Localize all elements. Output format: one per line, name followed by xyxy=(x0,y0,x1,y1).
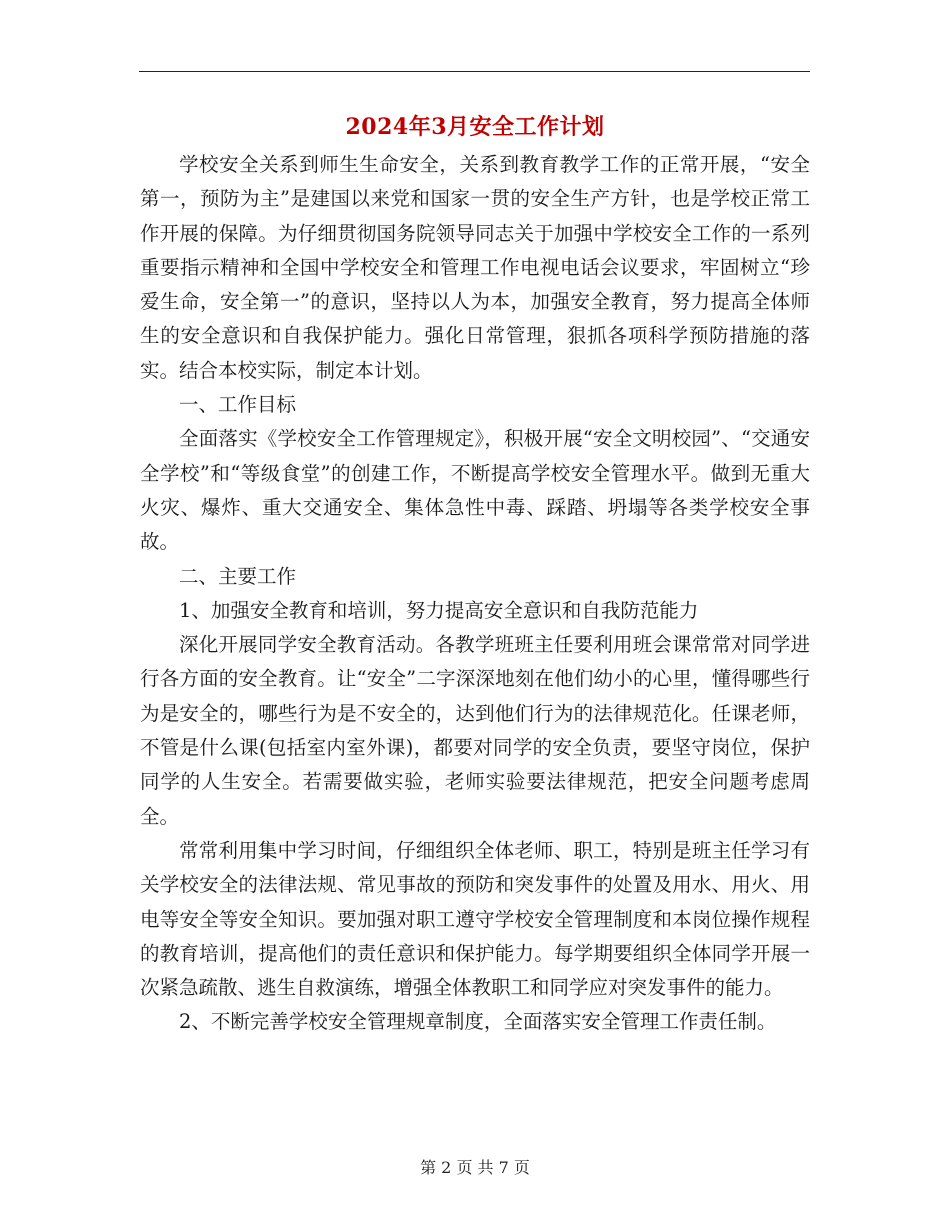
header-rule xyxy=(139,71,810,72)
heading-main-work: 二、主要工作 xyxy=(179,564,297,588)
subheading-safety-education: 1、加强安全教育和培训，努力提高安全意识和自我防范能力 xyxy=(179,598,699,622)
heading-work-goals: 一、工作目标 xyxy=(179,393,297,417)
document-body xyxy=(140,148,810,1040)
paragraph-staff-training: 常常利用集中学习时间，仔细组织全体老师、职工，特别是班主任学习有关学校安全的法律法规、常见事故的预防和突发事件的处置及用水、用火、用电等安全等安全知识。要加强对职工遵守学校安全管理制度和本岗位操作规程的教育培训，提高他们的责任意识和保护能力。每学期要组织全体同学开展一次紧急疏散、逃生自救演练，增强全体教职工和同学应对突发事件的能力。 xyxy=(140,838,810,1000)
paragraph-work-goals: 全面落实《学校安全工作管理规定》，积极开展“安全文明校园”、“交通安全学校”和“等级食堂”的创建工作，不断提高学校安全管理水平。做到无重大火灾、爆炸、重大交通安全、集体急性中毒、踩踏、坍塌等各类学校安全事故。 xyxy=(140,427,810,554)
page-number: 第 2 页 共 7 页 xyxy=(420,1158,530,1177)
paragraph-intro: 学校安全关系到师生生命安全，关系到教育教学工作的正常开展，“安全第一，预防为主”是建国以来党和国家一贯的安全生产方针，也是学校正常工作开展的保障。为仔细贯彻国务院领导同志关于加强中学校安全工作的一系列重要指示精神和全国中学校安全和管理工作电视电话会议要求，牢固树立“珍爱生命，安全第一”的意识，坚持以人为本，加强安全教育，努力提高全体师生的安全意识和自我保护能力。强化日常管理，狠抓各项科学预防措施的落实。结合本校实际，制定本计划。 xyxy=(140,153,810,382)
document-title: 2024年3月安全工作计划 xyxy=(345,114,605,140)
paragraph-student-education: 深化开展同学安全教育活动。各教学班班主任要利用班会课常常对同学进行各方面的安全教育。让“安全”二字深深地刻在他们幼小的心里，懂得哪些行为是安全的，哪些行为是不安全的，达到他们行为的法律规范化。任课老师，不管是什么课(包括室内室外课)，都要对同学的安全负责，要坚守岗位，保护同学的人生安全。若需要做实验，老师实验要法律规范，把安全问题考虑周全。 xyxy=(140,633,810,828)
subheading-management-rules: 2、不断完善学校安全管理规章制度，全面落实安全管理工作责任制。 xyxy=(179,1010,777,1034)
